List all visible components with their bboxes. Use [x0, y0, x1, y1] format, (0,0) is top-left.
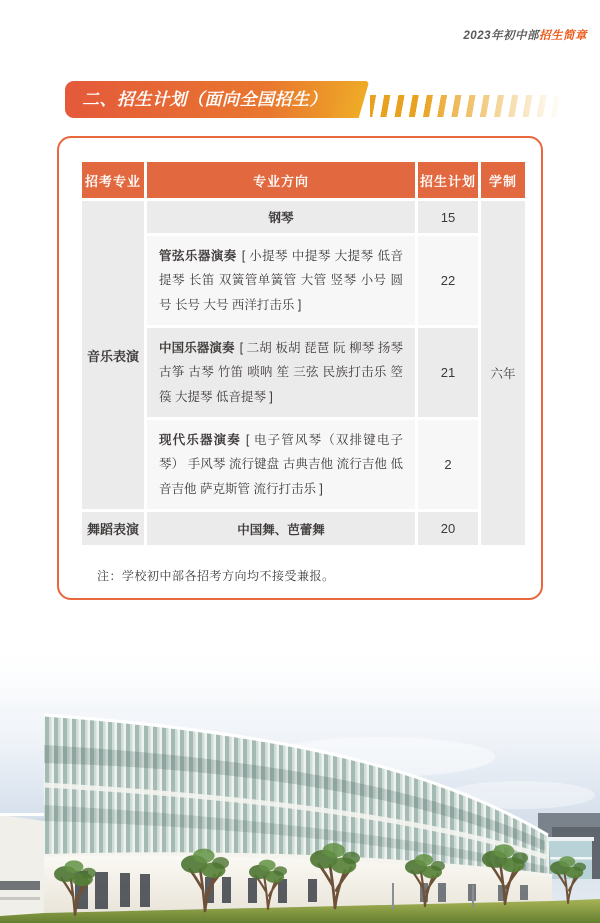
direction-modern-detail: [ 电子管风琴（双排键电子琴） 手风琴 流行键盘 古典吉他 流行吉他 低音吉他 萨克斯管 流行打击乐 ] — [159, 432, 403, 496]
diagonal-stripes-fade — [370, 95, 568, 117]
duration-six-years: 六年 — [481, 201, 525, 545]
enrollment-table — [82, 162, 525, 545]
section-banner — [65, 81, 348, 118]
section-banner-row — [65, 81, 570, 118]
direction-modern-name: 现代乐器演奏 — [159, 432, 241, 447]
plan-chinese: 21 — [418, 328, 478, 417]
plan-modern: 2 — [418, 420, 478, 509]
direction-chinese — [147, 328, 415, 417]
plan-orchestral: 22 — [418, 236, 478, 325]
major-music-performance: 音乐表演 — [82, 201, 144, 509]
direction-dance: 中国舞、芭蕾舞 — [147, 512, 415, 545]
direction-orchestral — [147, 236, 415, 325]
campus-building-illustration — [0, 645, 600, 923]
direction-orchestral-name: 管弦乐器演奏 — [159, 248, 237, 263]
direction-chinese-detail: [ 二胡 板胡 琵琶 阮 柳琴 扬琴 古筝 古琴 竹笛 唢呐 笙 三弦 民族打击乐 箜篌 大提琴 低音提琴 ] — [159, 340, 403, 404]
plan-dance: 20 — [418, 512, 478, 545]
direction-piano: 钢琴 — [147, 201, 415, 233]
page-tag-highlight: 招生简章 — [539, 30, 587, 42]
table-note: 注：学校初中部各招考方向均不接受兼报。 — [97, 569, 335, 583]
col-header-major: 招考专业 — [82, 162, 144, 198]
col-header-direction: 专业方向 — [147, 162, 415, 198]
major-dance-performance: 舞蹈表演 — [82, 512, 144, 545]
page-tag — [463, 27, 587, 43]
section-title: 二、招生计划（面向全国招生） — [82, 90, 327, 109]
direction-orchestral-detail: [ 小提琴 中提琴 大提琴 低音提琴 长笛 双簧管单簧管 大管 竖琴 小号 圆号 长号 大号 西洋打击乐 ] — [159, 248, 403, 312]
campus-photo — [0, 645, 600, 923]
col-header-plan: 招生计划 — [418, 162, 478, 198]
enrollment-plan-card — [57, 136, 543, 600]
plan-piano: 15 — [418, 201, 478, 233]
direction-modern — [147, 420, 415, 509]
direction-chinese-name: 中国乐器演奏 — [159, 340, 235, 355]
page-tag-prefix: 2023年初中部 — [463, 30, 539, 42]
col-header-duration: 学制 — [481, 162, 525, 198]
